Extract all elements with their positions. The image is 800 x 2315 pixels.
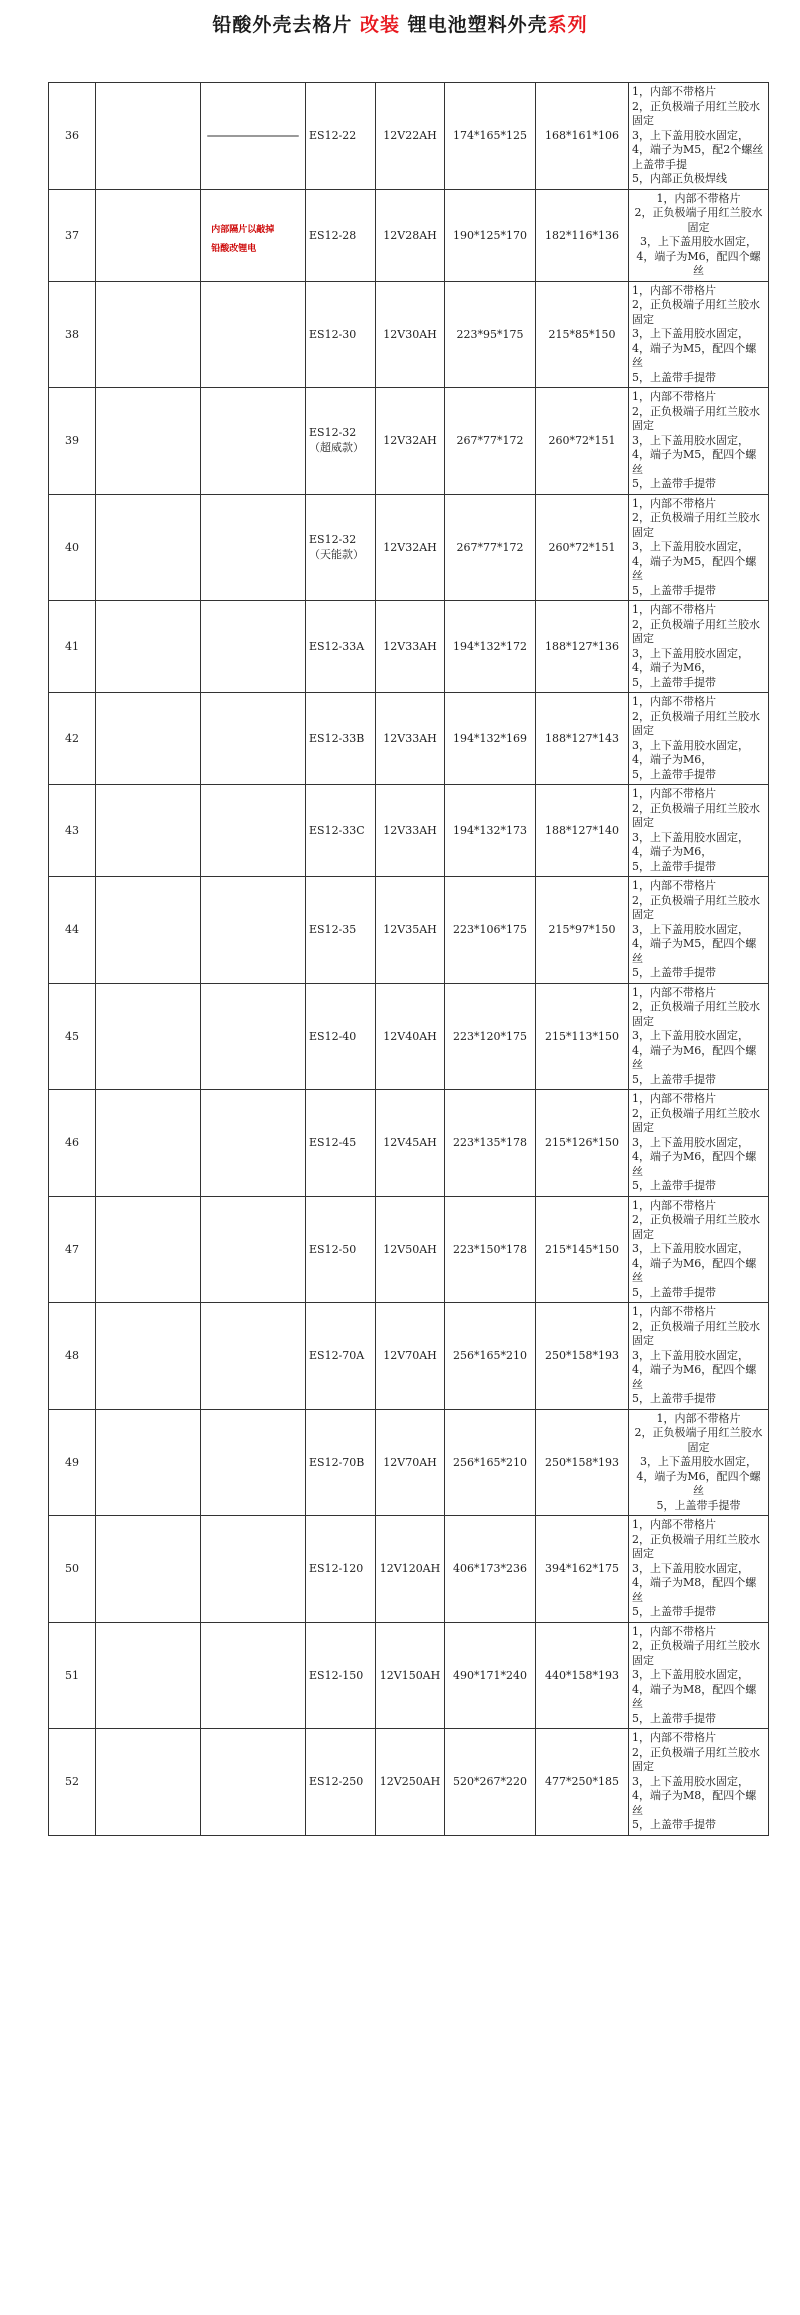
- row-number: 37: [49, 189, 96, 281]
- inner-dimension-cell: 215*97*150: [536, 877, 629, 984]
- note-line: 3，上下盖用胶水固定，: [632, 327, 749, 340]
- title-part-3: 锂电池塑料外壳: [407, 14, 548, 36]
- capacity-cell: 12V32AH: [376, 388, 445, 495]
- model-name: ES12-32: [309, 532, 357, 546]
- note-line: 3，上下盖用胶水固定，: [632, 433, 749, 447]
- original-battery-photo: [96, 1622, 201, 1729]
- empty-case-photo: [201, 281, 306, 388]
- table-row: [49, 693, 769, 785]
- note-line: 4，端子为M5，配四个螺丝: [632, 937, 757, 965]
- row-number: 49: [49, 1409, 96, 1516]
- outer-dimension-cell: 256*165*210: [445, 1303, 536, 1410]
- notes-cell: [629, 983, 769, 1090]
- note-line: 2，正负极端子用红兰胶水固定: [634, 206, 763, 234]
- outer-dimension-cell: 223*95*175: [445, 281, 536, 388]
- notes-cell: [629, 1622, 769, 1729]
- note-line: 2，正负极端子用红兰胶水固定: [632, 99, 760, 127]
- note-line: 1，内部不带格片: [632, 695, 716, 708]
- note-line: 4，端子为M8，配四个螺丝: [632, 1682, 757, 1710]
- outer-dimension-cell: 267*77*172: [445, 494, 536, 601]
- note-line: 4，端子为M6，配四个螺丝: [632, 1363, 757, 1391]
- note-line: 5，上盖带手提带: [632, 1179, 716, 1192]
- notes-cell: [629, 1303, 769, 1410]
- note-line: 1，内部不带格片: [632, 1198, 716, 1212]
- capacity-cell: 12V33AH: [376, 785, 445, 877]
- outer-dimension-cell: 194*132*173: [445, 785, 536, 877]
- capacity-cell: 12V28AH: [376, 189, 445, 281]
- row-number: 47: [49, 1196, 96, 1303]
- empty-case-photo: [201, 1409, 306, 1516]
- empty-case-photo: [201, 83, 306, 190]
- empty-case-photo: [201, 189, 306, 281]
- model-cell: [306, 388, 376, 495]
- note-line: 3，上下盖用胶水固定，: [632, 1348, 749, 1362]
- row-number: 45: [49, 983, 96, 1090]
- notes-cell: [629, 601, 769, 693]
- note-line: 3，上下盖用胶水固定，: [632, 830, 749, 844]
- table-row: [49, 388, 769, 495]
- original-battery-photo: [96, 693, 201, 785]
- model-name: ES12-70B: [309, 1455, 365, 1469]
- title-part-2: 改装: [359, 14, 400, 36]
- note-line: 5，上盖带手提带: [632, 477, 716, 490]
- note-line: 3，上下盖用胶水固定，: [632, 1668, 749, 1681]
- capacity-cell: 12V70AH: [376, 1409, 445, 1516]
- inner-dimension-cell: 394*162*175: [536, 1516, 629, 1623]
- note-line: 5，上盖带手提带: [632, 583, 716, 597]
- note-line: 4，端子为M6，: [632, 845, 713, 858]
- inner-dimension-cell: 188*127*136: [536, 601, 629, 693]
- row-number: 52: [49, 1729, 96, 1836]
- original-battery-photo: [96, 601, 201, 693]
- note-line: 5，上盖带手提带: [632, 1605, 716, 1618]
- notes-cell: [629, 1409, 769, 1516]
- row-number: 50: [49, 1516, 96, 1623]
- model-cell: [306, 189, 376, 281]
- capacity-cell: 12V120AH: [376, 1516, 445, 1623]
- inner-dimension-cell: 168*161*106: [536, 83, 629, 190]
- note-line: 5，上盖带手提带: [632, 1711, 716, 1725]
- model-variant: （天能款）: [309, 547, 364, 561]
- model-name: ES12-50: [309, 1242, 357, 1256]
- table-row: [49, 1516, 769, 1623]
- note-line: 4，端子为M5，配四个螺丝: [632, 341, 757, 369]
- overlay-label-bottom: 内部隔片以敲掉: [211, 225, 275, 235]
- inner-dimension-cell: 260*72*151: [536, 388, 629, 495]
- inner-dimension-cell: 250*158*193: [536, 1409, 629, 1516]
- model-cell: [306, 1622, 376, 1729]
- note-line: 5，上盖带手提带: [632, 966, 716, 979]
- empty-case-photo: [201, 1196, 306, 1303]
- note-line: 4，端子为M6，配四个螺丝: [632, 1150, 757, 1178]
- note-line: 3，上下盖用胶水固定，: [640, 235, 757, 248]
- original-battery-photo: [96, 388, 201, 495]
- outer-dimension-cell: 490*171*240: [445, 1622, 536, 1729]
- capacity-cell: 12V250AH: [376, 1729, 445, 1836]
- table-row: [49, 1090, 769, 1197]
- title-part-4: 系列: [547, 14, 588, 36]
- model-name: ES12-28: [309, 228, 357, 242]
- note-line: 3，上下盖用胶水固定，: [632, 922, 749, 936]
- note-line: 4，端子为M8，配四个螺丝: [632, 1576, 757, 1604]
- notes-cell: [629, 1729, 769, 1836]
- notes-cell: [629, 494, 769, 601]
- inner-dimension-cell: 188*127*140: [536, 785, 629, 877]
- model-cell: [306, 1516, 376, 1623]
- table-row: [49, 785, 769, 877]
- note-line: 1，内部不带格片: [632, 390, 716, 403]
- outer-dimension-cell: 223*120*175: [445, 983, 536, 1090]
- outer-dimension-cell: 223*135*178: [445, 1090, 536, 1197]
- note-line: 2，正负极端子用红兰胶水固定: [632, 1532, 760, 1560]
- note-line: 1，内部不带格片: [656, 1411, 741, 1425]
- capacity-cell: 12V35AH: [376, 877, 445, 984]
- note-line: 3，上下盖用胶水固定，: [632, 1029, 749, 1042]
- empty-case-photo: [201, 388, 306, 495]
- table-row: [49, 601, 769, 693]
- original-battery-photo: [96, 83, 201, 190]
- note-line: 1，内部不带格片: [632, 1518, 716, 1531]
- model-name: ES12-33A: [309, 640, 365, 653]
- capacity-cell: 12V45AH: [376, 1090, 445, 1197]
- note-line: 4，端子为M5，配2个螺丝 上盖带手提: [632, 143, 764, 171]
- row-number: 40: [49, 494, 96, 601]
- row-number: 38: [49, 281, 96, 388]
- note-line: 2，正负极端子用红兰胶水固定: [632, 1213, 760, 1241]
- note-line: 2，正负极端子用红兰胶水固定: [632, 1639, 760, 1667]
- row-number: 44: [49, 877, 96, 984]
- note-line: 3，上下盖用胶水固定，: [632, 738, 749, 752]
- row-number: 48: [49, 1303, 96, 1410]
- original-battery-photo: [96, 983, 201, 1090]
- note-line: 4，端子为M5，配四个螺丝: [632, 448, 757, 476]
- note-line: 2，正负极端子用红兰胶水固定: [632, 709, 760, 737]
- note-line: 4，端子为M6，配四个螺丝: [632, 1043, 757, 1071]
- note-line: 5，上盖带手提带: [632, 1285, 716, 1299]
- row-number: 43: [49, 785, 96, 877]
- note-line: 1，内部不带格片: [632, 85, 716, 98]
- model-cell: [306, 1090, 376, 1197]
- note-line: 1，内部不带格片: [632, 603, 716, 616]
- empty-case-photo: [201, 494, 306, 601]
- model-cell: [306, 494, 376, 601]
- table-row: [49, 281, 769, 388]
- model-name: ES12-70A: [309, 1349, 365, 1363]
- note-line: 2，正负极端子用红兰胶水固定: [634, 1426, 763, 1454]
- original-battery-photo: [96, 1196, 201, 1303]
- note-line: 2，正负极端子用红兰胶水固定: [632, 801, 760, 829]
- table-row: [49, 1729, 769, 1836]
- note-line: 1，内部不带格片: [632, 985, 716, 999]
- table-row: [49, 189, 769, 281]
- table-row: [49, 494, 769, 601]
- table-row: [49, 1303, 769, 1410]
- model-name: ES12-120: [309, 1562, 364, 1576]
- note-line: 2，正负极端子用红兰胶水固定: [632, 617, 760, 645]
- overlay-label-top: 铅酸改锂电: [211, 244, 257, 254]
- empty-case-photo: [201, 1303, 306, 1410]
- note-line: 3，上下盖用胶水固定，: [632, 540, 749, 553]
- notes-cell: [629, 1196, 769, 1303]
- model-cell: [306, 281, 376, 388]
- original-battery-photo: [96, 1409, 201, 1516]
- empty-case-photo: [201, 693, 306, 785]
- page-title: [0, 10, 800, 37]
- notes-cell: [629, 189, 769, 281]
- inner-dimension-cell: 215*145*150: [536, 1196, 629, 1303]
- model-name: ES12-30: [309, 327, 357, 341]
- note-line: 3，上下盖用胶水固定，: [632, 1242, 749, 1255]
- original-battery-photo: [96, 1516, 201, 1623]
- notes-cell: [629, 1090, 769, 1197]
- note-line: 2，正负极端子用红兰胶水固定: [632, 1106, 760, 1134]
- note-line: 3，上下盖用胶水固定，: [632, 1561, 749, 1575]
- note-line: 5，上盖带手提带: [632, 1392, 716, 1405]
- notes-cell: [629, 83, 769, 190]
- original-battery-photo: [96, 281, 201, 388]
- model-name: ES12-22: [309, 129, 357, 143]
- model-cell: [306, 1303, 376, 1410]
- empty-case-photo: [201, 877, 306, 984]
- note-line: 1，内部不带格片: [632, 496, 716, 510]
- notes-cell: [629, 1516, 769, 1623]
- note-line: 2，正负极端子用红兰胶水固定: [632, 404, 760, 432]
- model-cell: [306, 1196, 376, 1303]
- capacity-cell: 12V33AH: [376, 601, 445, 693]
- capacity-cell: 12V30AH: [376, 281, 445, 388]
- table-row: [49, 1409, 769, 1516]
- case-image: [207, 135, 298, 137]
- inner-dimension-cell: 188*127*143: [536, 693, 629, 785]
- model-name: ES12-150: [309, 1668, 364, 1682]
- spec-table: [48, 82, 769, 1836]
- row-number: 42: [49, 693, 96, 785]
- outer-dimension-cell: 194*132*172: [445, 601, 536, 693]
- note-line: 4，端子为M5，配四个螺丝: [632, 554, 757, 582]
- original-battery-photo: [96, 1303, 201, 1410]
- model-name: ES12-250: [309, 1775, 364, 1789]
- note-line: 3，上下盖用胶水固定，: [632, 1135, 749, 1149]
- note-line: 4，端子为M8，配四个螺丝: [632, 1789, 757, 1817]
- empty-case-photo: [201, 1516, 306, 1623]
- note-line: 5，上盖带手提带: [632, 370, 716, 384]
- empty-case-photo: [201, 601, 306, 693]
- empty-case-photo: [201, 1729, 306, 1836]
- note-line: 4，端子为M6，: [632, 661, 713, 674]
- note-line: 2，正负极端子用红兰胶水固定: [632, 1319, 760, 1347]
- row-number: 46: [49, 1090, 96, 1197]
- table-row: [49, 1196, 769, 1303]
- note-line: 5，上盖带手提带: [632, 675, 716, 689]
- original-battery-photo: [96, 785, 201, 877]
- note-line: 1，内部不带格片: [632, 787, 716, 800]
- note-line: 1，内部不带格片: [632, 1092, 716, 1105]
- note-line: 2，正负极端子用红兰胶水固定: [632, 1745, 760, 1773]
- note-line: 5，上盖带手提带: [632, 1072, 716, 1086]
- table-row: [49, 983, 769, 1090]
- outer-dimension-cell: 223*106*175: [445, 877, 536, 984]
- model-name: ES12-33C: [309, 824, 365, 837]
- inner-dimension-cell: 250*158*193: [536, 1303, 629, 1410]
- note-line: 5，上盖带手提带: [632, 767, 716, 781]
- note-line: 3，上下盖用胶水固定，: [632, 1774, 749, 1788]
- note-line: 5，上盖带手提带: [632, 1818, 716, 1831]
- row-number: 51: [49, 1622, 96, 1729]
- note-line: 2，正负极端子用红兰胶水固定: [632, 893, 760, 921]
- notes-cell: [629, 877, 769, 984]
- note-line: 4，端子为M6，配四个螺丝: [636, 249, 761, 277]
- note-line: 3，上下盖用胶水固定，: [632, 128, 749, 142]
- outer-dimension-cell: 520*267*220: [445, 1729, 536, 1836]
- original-battery-photo: [96, 189, 201, 281]
- empty-case-photo: [201, 785, 306, 877]
- empty-case-photo: [201, 1622, 306, 1729]
- model-name: ES12-35: [309, 923, 357, 937]
- model-cell: [306, 785, 376, 877]
- outer-dimension-cell: 406*173*236: [445, 1516, 536, 1623]
- note-line: 2，正负极端子用红兰胶水固定: [632, 511, 760, 539]
- table-row: [49, 83, 769, 190]
- row-number: 36: [49, 83, 96, 190]
- note-line: 1，内部不带格片: [632, 283, 716, 297]
- inner-dimension-cell: 182*116*136: [536, 189, 629, 281]
- note-line: 1，内部不带格片: [632, 1731, 716, 1744]
- original-battery-photo: [96, 877, 201, 984]
- capacity-cell: 12V32AH: [376, 494, 445, 601]
- outer-dimension-cell: 256*165*210: [445, 1409, 536, 1516]
- note-line: 5，内部正负极焊线: [632, 172, 727, 185]
- note-line: 1，内部不带格片: [656, 191, 741, 205]
- model-name: ES12-33B: [309, 732, 365, 745]
- original-battery-photo: [96, 494, 201, 601]
- model-cell: [306, 877, 376, 984]
- outer-dimension-cell: 223*150*178: [445, 1196, 536, 1303]
- inner-dimension-cell: 477*250*185: [536, 1729, 629, 1836]
- outer-dimension-cell: 190*125*170: [445, 189, 536, 281]
- outer-dimension-cell: 194*132*169: [445, 693, 536, 785]
- inner-dimension-cell: 440*158*193: [536, 1622, 629, 1729]
- model-cell: [306, 693, 376, 785]
- original-battery-photo: [96, 1729, 201, 1836]
- note-line: 2，正负极端子用红兰胶水固定: [632, 298, 760, 326]
- model-name: ES12-40: [309, 1029, 357, 1043]
- model-cell: [306, 1729, 376, 1836]
- capacity-cell: 12V33AH: [376, 693, 445, 785]
- note-line: 5，上盖带手提带: [656, 1498, 741, 1512]
- inner-dimension-cell: 215*126*150: [536, 1090, 629, 1197]
- note-line: 1，内部不带格片: [632, 1305, 716, 1318]
- capacity-cell: 12V50AH: [376, 1196, 445, 1303]
- model-variant: （超威款）: [309, 441, 364, 455]
- note-line: 4，端子为M6，: [632, 753, 713, 766]
- model-cell: [306, 83, 376, 190]
- model-cell: [306, 601, 376, 693]
- model-cell: [306, 983, 376, 1090]
- capacity-cell: 12V22AH: [376, 83, 445, 190]
- model-name: ES12-45: [309, 1136, 357, 1150]
- inner-dimension-cell: 215*85*150: [536, 281, 629, 388]
- outer-dimension-cell: 174*165*125: [445, 83, 536, 190]
- capacity-cell: 12V150AH: [376, 1622, 445, 1729]
- outer-dimension-cell: 267*77*172: [445, 388, 536, 495]
- note-line: 3，上下盖用胶水固定，: [632, 646, 749, 660]
- notes-cell: [629, 281, 769, 388]
- empty-case-photo: [201, 983, 306, 1090]
- notes-cell: [629, 785, 769, 877]
- note-line: 2，正负极端子用红兰胶水固定: [632, 1000, 760, 1028]
- inner-dimension-cell: 215*113*150: [536, 983, 629, 1090]
- model-name: ES12-32: [309, 426, 357, 440]
- table-row: [49, 877, 769, 984]
- notes-cell: [629, 388, 769, 495]
- table-row: [49, 1622, 769, 1729]
- note-line: 1，内部不带格片: [632, 1624, 716, 1638]
- model-cell: [306, 1409, 376, 1516]
- inner-dimension-cell: 260*72*151: [536, 494, 629, 601]
- note-line: 4，端子为M6，配四个螺丝: [632, 1256, 757, 1284]
- note-line: 1，内部不带格片: [632, 879, 716, 892]
- row-number: 41: [49, 601, 96, 693]
- row-number: 39: [49, 388, 96, 495]
- original-battery-photo: [96, 1090, 201, 1197]
- note-line: 5，上盖带手提带: [632, 859, 716, 873]
- title-part-1: 铅酸外壳去格片: [212, 14, 353, 36]
- note-line: 4，端子为M6，配四个螺丝: [636, 1469, 761, 1497]
- capacity-cell: 12V40AH: [376, 983, 445, 1090]
- capacity-cell: 12V70AH: [376, 1303, 445, 1410]
- empty-case-photo: [201, 1090, 306, 1197]
- notes-cell: [629, 693, 769, 785]
- note-line: 3，上下盖用胶水固定，: [640, 1455, 757, 1468]
